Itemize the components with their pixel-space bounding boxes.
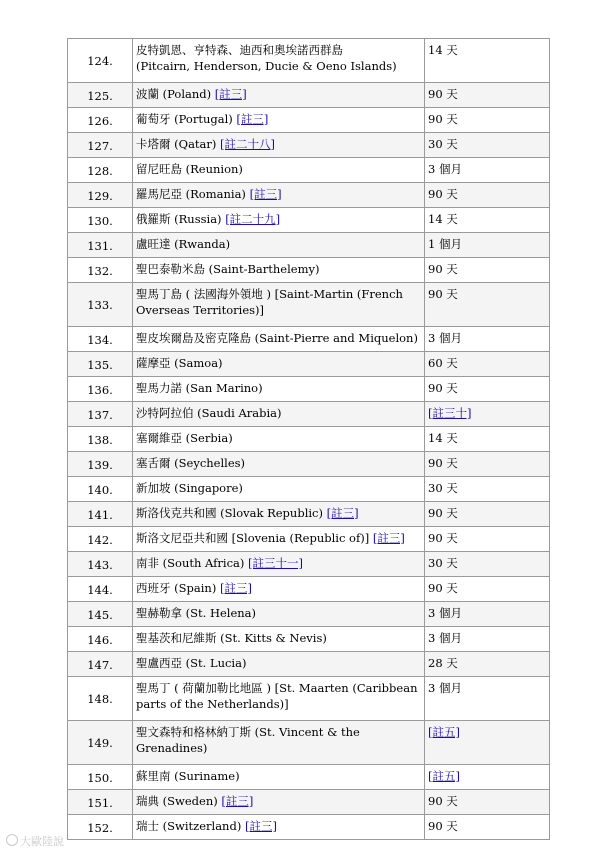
country-cell xyxy=(133,402,425,427)
row-number: 143. xyxy=(68,552,133,577)
duration-cell xyxy=(425,258,550,283)
country-name: 俄羅斯 (Russia) xyxy=(136,212,226,226)
row-number: 152. xyxy=(68,815,133,840)
duration-cell xyxy=(425,427,550,452)
duration-cell xyxy=(425,327,550,352)
table-row xyxy=(68,652,550,677)
duration-cell xyxy=(425,602,550,627)
table-row xyxy=(68,352,550,377)
duration-text: 90 天 xyxy=(428,819,458,833)
duration-cell xyxy=(425,477,550,502)
table-row xyxy=(68,258,550,283)
country-cell xyxy=(133,627,425,652)
country-cell xyxy=(133,133,425,158)
table-row xyxy=(68,502,550,527)
table-row xyxy=(68,577,550,602)
duration-text: 14 天 xyxy=(428,43,458,57)
table-row xyxy=(68,377,550,402)
row-number: 134. xyxy=(68,327,133,352)
country-cell xyxy=(133,815,425,840)
duration-cell xyxy=(425,283,550,327)
duration-text: 90 天 xyxy=(428,187,458,201)
country-name: 皮特凱恩、亨特森、迪西和奧埃諾西群島 xyxy=(136,43,343,57)
duration-cell xyxy=(425,552,550,577)
country-name: 盧旺達 (Rwanda) xyxy=(136,237,231,251)
table-row xyxy=(68,527,550,552)
country-cell xyxy=(133,552,425,577)
country-cell xyxy=(133,721,425,765)
country-name-line2: parts of the Netherlands)] xyxy=(136,697,289,711)
duration-text: 1 個月 xyxy=(428,237,462,251)
duration-cell xyxy=(425,158,550,183)
duration-cell xyxy=(425,183,550,208)
duration-text: 90 天 xyxy=(428,381,458,395)
watermark-logo-icon xyxy=(6,834,18,846)
country-name: 聖皮埃爾島及密克隆島 (Saint-Pierre and Miquelon) xyxy=(136,331,418,345)
country-cell xyxy=(133,83,425,108)
duration-note-link[interactable]: [註五] xyxy=(428,769,460,783)
table-row xyxy=(68,283,550,327)
duration-text: 28 天 xyxy=(428,656,458,670)
country-name: 斯洛文尼亞共和國 [Slovenia (Republic of)] xyxy=(136,531,373,545)
table-row xyxy=(68,402,550,427)
row-number: 129. xyxy=(68,183,133,208)
duration-cell xyxy=(425,652,550,677)
row-number: 145. xyxy=(68,602,133,627)
table-row xyxy=(68,108,550,133)
note-link[interactable]: [註三十一] xyxy=(248,556,303,570)
duration-cell xyxy=(425,39,550,83)
row-number: 140. xyxy=(68,477,133,502)
country-cell xyxy=(133,39,425,83)
table-row xyxy=(68,815,550,840)
row-number: 136. xyxy=(68,377,133,402)
country-name: 薩摩亞 (Samoa) xyxy=(136,356,223,370)
country-name: 蘇里南 (Suriname) xyxy=(136,769,240,783)
row-number: 150. xyxy=(68,765,133,790)
row-number: 126. xyxy=(68,108,133,133)
country-cell xyxy=(133,477,425,502)
country-cell xyxy=(133,502,425,527)
table-row xyxy=(68,790,550,815)
note-link[interactable]: [註三] xyxy=(236,112,269,126)
duration-text: 14 天 xyxy=(428,431,458,445)
table-row xyxy=(68,452,550,477)
country-name: 波蘭 (Poland) xyxy=(136,87,215,101)
table-row xyxy=(68,427,550,452)
row-number: 132. xyxy=(68,258,133,283)
duration-text: 90 天 xyxy=(428,794,458,808)
duration-text: 14 天 xyxy=(428,212,458,226)
duration-cell xyxy=(425,502,550,527)
duration-text: 30 天 xyxy=(428,137,458,151)
country-cell xyxy=(133,677,425,721)
country-name: 聖文森特和格林納丁斯 (St. Vincent & the xyxy=(136,725,360,739)
table-row xyxy=(68,677,550,721)
note-link[interactable]: [註三] xyxy=(219,581,252,595)
country-cell xyxy=(133,258,425,283)
duration-text: 90 天 xyxy=(428,456,458,470)
duration-text: 90 天 xyxy=(428,581,458,595)
duration-cell xyxy=(425,83,550,108)
duration-cell xyxy=(425,765,550,790)
note-link[interactable]: [註三] xyxy=(249,187,282,201)
country-cell xyxy=(133,377,425,402)
duration-text: 30 天 xyxy=(428,481,458,495)
duration-cell xyxy=(425,577,550,602)
table-row xyxy=(68,183,550,208)
row-number: 148. xyxy=(68,677,133,721)
duration-cell xyxy=(425,402,550,427)
note-link[interactable]: [註三] xyxy=(372,531,405,545)
row-number: 139. xyxy=(68,452,133,477)
row-number: 141. xyxy=(68,502,133,527)
row-number: 131. xyxy=(68,233,133,258)
row-number: 138. xyxy=(68,427,133,452)
note-link[interactable]: [註二十九] xyxy=(225,212,281,226)
duration-text: 3 個月 xyxy=(428,606,462,620)
duration-text: 90 天 xyxy=(428,531,458,545)
duration-cell xyxy=(425,790,550,815)
country-name-line2: Grenadines) xyxy=(136,741,208,755)
row-number: 130. xyxy=(68,208,133,233)
duration-cell xyxy=(425,527,550,552)
duration-cell xyxy=(425,377,550,402)
row-number: 151. xyxy=(68,790,133,815)
country-name: 卡塔爾 (Qatar) xyxy=(136,137,221,151)
row-number: 137. xyxy=(68,402,133,427)
country-name-line2: Overseas Territories)] xyxy=(136,303,265,317)
country-cell xyxy=(133,577,425,602)
country-cell xyxy=(133,283,425,327)
country-name: 聖基茨和尼維斯 (St. Kitts & Nevis) xyxy=(136,631,327,645)
duration-text: 60 天 xyxy=(428,356,458,370)
row-number: 146. xyxy=(68,627,133,652)
table-row xyxy=(68,477,550,502)
country-name: 聖馬丁島 ( 法國海外領地 ) [Saint-Martin (French xyxy=(136,287,403,301)
duration-cell xyxy=(425,352,550,377)
country-name: 西班牙 (Spain) xyxy=(136,581,220,595)
table-row xyxy=(68,233,550,258)
duration-cell xyxy=(425,108,550,133)
country-cell xyxy=(133,652,425,677)
row-number: 147. xyxy=(68,652,133,677)
duration-cell xyxy=(425,208,550,233)
country-name: 斯洛伐克共和國 (Slovak Republic) xyxy=(136,506,327,520)
table-row xyxy=(68,327,550,352)
country-name: 新加坡 (Singapore) xyxy=(136,481,243,495)
duration-text: 3 個月 xyxy=(428,162,462,176)
country-cell xyxy=(133,427,425,452)
duration-cell xyxy=(425,815,550,840)
country-cell xyxy=(133,208,425,233)
visa-table-body xyxy=(68,39,550,840)
row-number: 124. xyxy=(68,39,133,83)
note-link[interactable]: [註三] xyxy=(244,819,277,833)
country-cell xyxy=(133,108,425,133)
duration-note-link[interactable]: [註五] xyxy=(428,725,460,739)
row-number: 144. xyxy=(68,577,133,602)
row-number: 125. xyxy=(68,83,133,108)
table-row xyxy=(68,552,550,577)
watermark xyxy=(6,833,64,849)
note-link[interactable]: [註三] xyxy=(326,506,359,520)
table-row xyxy=(68,83,550,108)
country-cell xyxy=(133,602,425,627)
country-name: 羅馬尼亞 (Romania) xyxy=(136,187,250,201)
table-row xyxy=(68,208,550,233)
country-name: 塞舌爾 (Seychelles) xyxy=(136,456,246,470)
country-name: 聖赫勒拿 (St. Helena) xyxy=(136,606,257,620)
country-name: 沙特阿拉伯 (Saudi Arabia) xyxy=(136,406,282,420)
duration-text: 90 天 xyxy=(428,287,458,301)
table-row xyxy=(68,602,550,627)
note-link[interactable]: [註三] xyxy=(214,87,247,101)
country-cell xyxy=(133,158,425,183)
duration-text: 90 天 xyxy=(428,506,458,520)
country-name: 聖馬丁 ( 荷蘭加勒比地區 ) [St. Maarten (Caribbean xyxy=(136,681,418,695)
country-name: 葡萄牙 (Portugal) xyxy=(136,112,237,126)
note-link[interactable]: [註二十八] xyxy=(220,137,276,151)
table-row xyxy=(68,133,550,158)
duration-text: 3 個月 xyxy=(428,681,462,695)
country-name: 聖馬力諾 (San Marino) xyxy=(136,381,263,395)
country-name: 南非 (South Africa) xyxy=(136,556,249,570)
visa-free-table xyxy=(67,38,550,840)
country-cell xyxy=(133,790,425,815)
country-name-line2: (Pitcairn, Henderson, Ducie & Oeno Islands) xyxy=(136,59,397,73)
country-cell xyxy=(133,233,425,258)
duration-text: 90 天 xyxy=(428,87,458,101)
row-number: 127. xyxy=(68,133,133,158)
country-cell xyxy=(133,452,425,477)
duration-cell xyxy=(425,452,550,477)
country-name: 聖巴泰勒米島 (Saint-Barthelemy) xyxy=(136,262,320,276)
watermark-text: 大歐陸說 xyxy=(20,835,64,848)
country-name: 塞爾維亞 (Serbia) xyxy=(136,431,233,445)
note-link[interactable]: [註三] xyxy=(221,794,254,808)
row-number: 149. xyxy=(68,721,133,765)
duration-cell xyxy=(425,677,550,721)
table-row xyxy=(68,721,550,765)
country-cell xyxy=(133,527,425,552)
table-row xyxy=(68,39,550,83)
table-row xyxy=(68,158,550,183)
table-row xyxy=(68,627,550,652)
country-name: 瑞典 (Sweden) xyxy=(136,794,222,808)
duration-text: 30 天 xyxy=(428,556,458,570)
duration-cell xyxy=(425,133,550,158)
country-name: 留尼旺島 (Reunion) xyxy=(136,162,243,176)
country-cell xyxy=(133,352,425,377)
table-row xyxy=(68,765,550,790)
country-cell xyxy=(133,765,425,790)
duration-text: 90 天 xyxy=(428,262,458,276)
row-number: 133. xyxy=(68,283,133,327)
country-cell xyxy=(133,327,425,352)
duration-text: 3 個月 xyxy=(428,631,462,645)
duration-note-link[interactable]: [註三十] xyxy=(428,406,472,420)
country-name: 聖盧西亞 (St. Lucia) xyxy=(136,656,247,670)
row-number: 135. xyxy=(68,352,133,377)
duration-cell xyxy=(425,721,550,765)
duration-text: 90 天 xyxy=(428,112,458,126)
duration-cell xyxy=(425,627,550,652)
row-number: 142. xyxy=(68,527,133,552)
country-name: 瑞士 (Switzerland) xyxy=(136,819,245,833)
country-cell xyxy=(133,183,425,208)
row-number: 128. xyxy=(68,158,133,183)
duration-text: 3 個月 xyxy=(428,331,462,345)
duration-cell xyxy=(425,233,550,258)
